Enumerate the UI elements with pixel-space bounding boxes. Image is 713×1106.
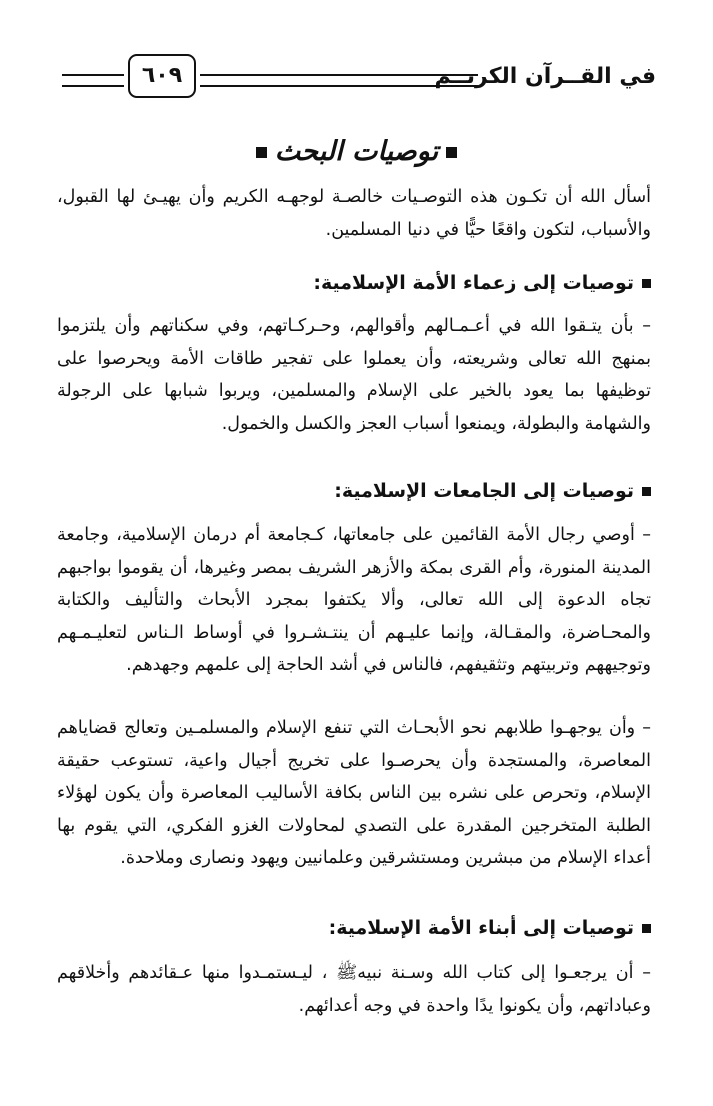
section-title-text: توصيات البحث [274,136,439,167]
section-title [0,136,713,167]
paragraph-universities-1: – أوصي رجال الأمة القائمين على جامعاتها، كـجامعة أم درمان الإسلامية، وجامعة المدينة المنورة، وأم القرى بمكة والأزهر الشريف بمصر وغيرها، أن يقوموا بواجبهم تجاه الدعوة إلى الله تعالى، وألا يكتفوا بمجرد الأبحاث والتأليف والكتابة والمحـاضرة، والمقـالة، وإنما عليـهم أن ينتـشـروا في أوساط الـناس لتعليـمـهم وتوجيههم وتربيتهم وتثقيفهم، فالناس في أشد الحاجة إلى علمهم وجهدهم. [57,525,651,675]
page-number: ٦٠٩ [128,54,196,98]
running-header-title: في القــرآن الكريــم [434,64,656,89]
subheading-universities [57,476,651,506]
black-square-icon [642,924,651,933]
running-header [62,52,656,102]
black-square-icon [446,147,457,158]
black-square-icon [256,147,267,158]
paragraph-universities-2: – وأن يوجهـوا طلابهم نحو الأبحـاث التي تنفع الإسلام والمسلمـين وتعالج قضاياهم المعاصرة، والمستجدة وأن يحرصـوا على تخريج أجيال واعية، تستوعب حقيقة الإسلام، وتحرص على نشره بين الناس بكافة الأساليب المعاصرة وأن يكون لهؤلاء الطلبة المتخرجين المقدرة على التصدي لمحاولات الغزو الفكري، التي يقوم بها أعداء الإسلام من مبشرين ومستشرقين وعلمانيين ويهود ونصارى وملاحدة. [57,718,651,868]
paragraph-ummah: – أن يرجعـوا إلى كتاب الله وسـنة نبيهﷺ ، ليـستمـدوا منها عـقائدهم وأخلاقهم وعباداتهم، وأن يكونوا يدًا واحدة في وجه أعدائهم. [57,963,651,1016]
header-rule-left [62,74,124,87]
paragraph-leaders: – بأن يتـقوا الله في أعـمـالهم وأقوالهم، وحـركـاتهم، وفي سكناتهم وأن يلتزموا بمنهج الله تعالى وشريعته، وأن يعملوا على تفجير طاقات الأمة ويحرصوا على توظيفها بما يعود بالخير على الإسلام والمسلمين، ويربوا شبابها على الرجولة والشهامة والبطولة، ويمنعوا أسباب العجز والكسل والخمول. [57,316,651,434]
subheading-text: توصيات إلى أبناء الأمة الإسلامية: [328,917,634,939]
subheading-text: توصيات إلى الجامعات الإسلامية: [334,480,634,502]
subheading-leaders [57,268,651,298]
black-square-icon [642,487,651,496]
header-rule [200,74,478,87]
subheading-ummah [57,913,651,943]
black-square-icon [642,279,651,288]
intro-paragraph: أسأل الله أن تكـون هذه التوصـيات خالصـة لوجهـه الكريم وأن يهيـئ لها القبول، والأسباب، لتكون واقعًا حيًّا في دنيا المسلمين. [57,187,651,240]
subheading-text: توصيات إلى زعماء الأمة الإسلامية: [313,272,634,294]
